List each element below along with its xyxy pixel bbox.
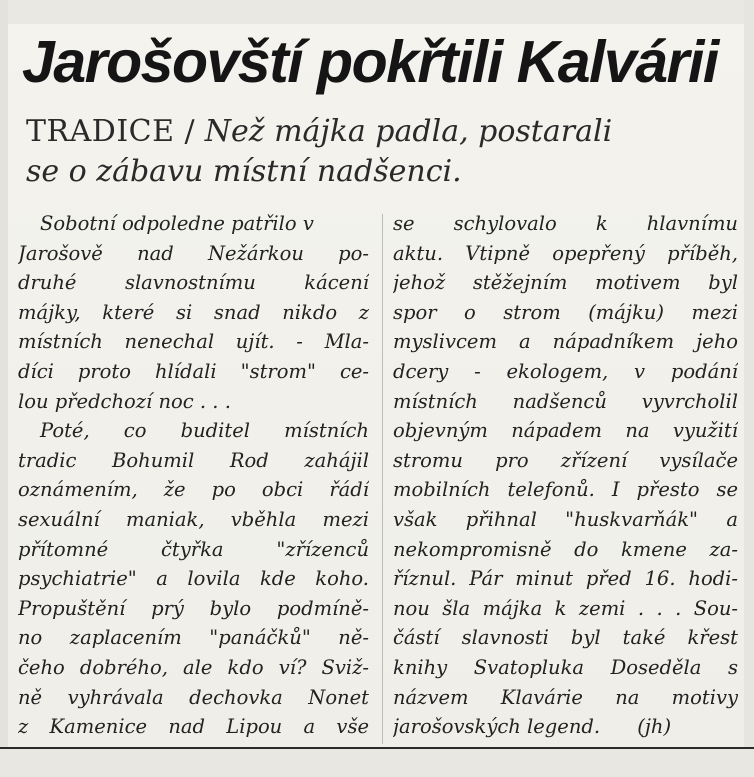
- article-column-right: [393, 209, 738, 742]
- text-line: knihy Svatopluka Doseděla s: [393, 655, 738, 679]
- text-line: no zaplacením "panáčků" ně-: [18, 626, 369, 650]
- text-line-signature: jarošovských legend. (jh): [393, 715, 672, 739]
- text-line: Sobotní odpoledne patřilo v: [40, 212, 314, 235]
- subhead-section-tag: TRADICE /: [26, 114, 196, 149]
- text-line: Propuštění prý bylo podmíně-: [18, 596, 369, 620]
- text-line: spor o strom (májku) mezi: [393, 300, 738, 324]
- text-line: z Kamenice nad Lipou a vše: [18, 715, 369, 739]
- text-line: čeho dobrého, ale kdo ví? Sviž-: [18, 655, 369, 679]
- text-line: říznul. Pár minut před 16. hodi-: [393, 567, 738, 591]
- text-line: částí slavnosti byl také křest: [393, 626, 738, 650]
- text-line: aktu. Vtipně opepřený příběh,: [393, 241, 738, 265]
- subhead-text-line-1: Než májka padla, postarali: [204, 114, 613, 149]
- text-line: Jarošově nad Nežárkou po-: [18, 241, 369, 265]
- article-headline: Jarošovští pokřtili Kalvárii: [22, 29, 718, 95]
- clipping-bottom-edge: [0, 749, 754, 777]
- text-line: se schylovalo k hlavnímu: [393, 212, 738, 235]
- text-line: májky, které si snad nikdo z: [18, 300, 369, 324]
- text-line: názvem Klavárie na motivy: [393, 685, 738, 709]
- text-line: nou šla májka k zemi . . . Sou-: [393, 596, 738, 620]
- text-line: stromu pro zřízení vysílače: [393, 448, 738, 472]
- clipping-left-edge: [0, 0, 8, 777]
- text-line: však přihnal "huskvarňák" a: [393, 507, 738, 531]
- clipping-top-edge: [0, 0, 754, 24]
- text-line: Poté, co buditel místních: [40, 419, 369, 443]
- text-line: psychiatrie" a lovila kde koho.: [18, 567, 369, 591]
- column-divider: [382, 214, 383, 744]
- text-line: lou předchozí noc . . .: [18, 389, 231, 413]
- text-line: nekompromisně do kmene za-: [393, 537, 738, 561]
- text-line: myslivcem a nápadníkem jeho: [393, 330, 738, 354]
- text-line: jehož stěžejním motivem byl: [393, 271, 738, 295]
- text-line: objevným nápadem na využití: [393, 419, 738, 443]
- text-line: mobilních telefonů. I přesto se: [393, 478, 738, 502]
- text-line: tradic Bohumil Rod zahájil: [18, 448, 369, 472]
- text-line: druhé slavnostnímu kácení: [18, 271, 369, 295]
- text-line: ně vyhrávala dechovka Nonet: [18, 685, 369, 709]
- article-column-left: [18, 209, 369, 742]
- text-line: místních nadšenců vyvrcholil: [393, 389, 738, 413]
- subhead-text-line-2: se o zábavu místní nadšenci.: [26, 154, 462, 189]
- text-line: přítomné čtyřka "zřízenců: [18, 537, 369, 561]
- text-line: místních nenechal ujít. - Mla-: [18, 330, 369, 354]
- text-line: díci proto hlídali "strom" ce-: [18, 359, 369, 383]
- text-line: dcery - ekologem, v podání: [393, 359, 738, 383]
- clipping-right-edge: [744, 0, 754, 777]
- article-subheadline: [26, 112, 726, 192]
- text-line: sexuální maniak, vběhla mezi: [18, 507, 369, 531]
- text-line: oznámením, že po obci řádí: [18, 478, 369, 502]
